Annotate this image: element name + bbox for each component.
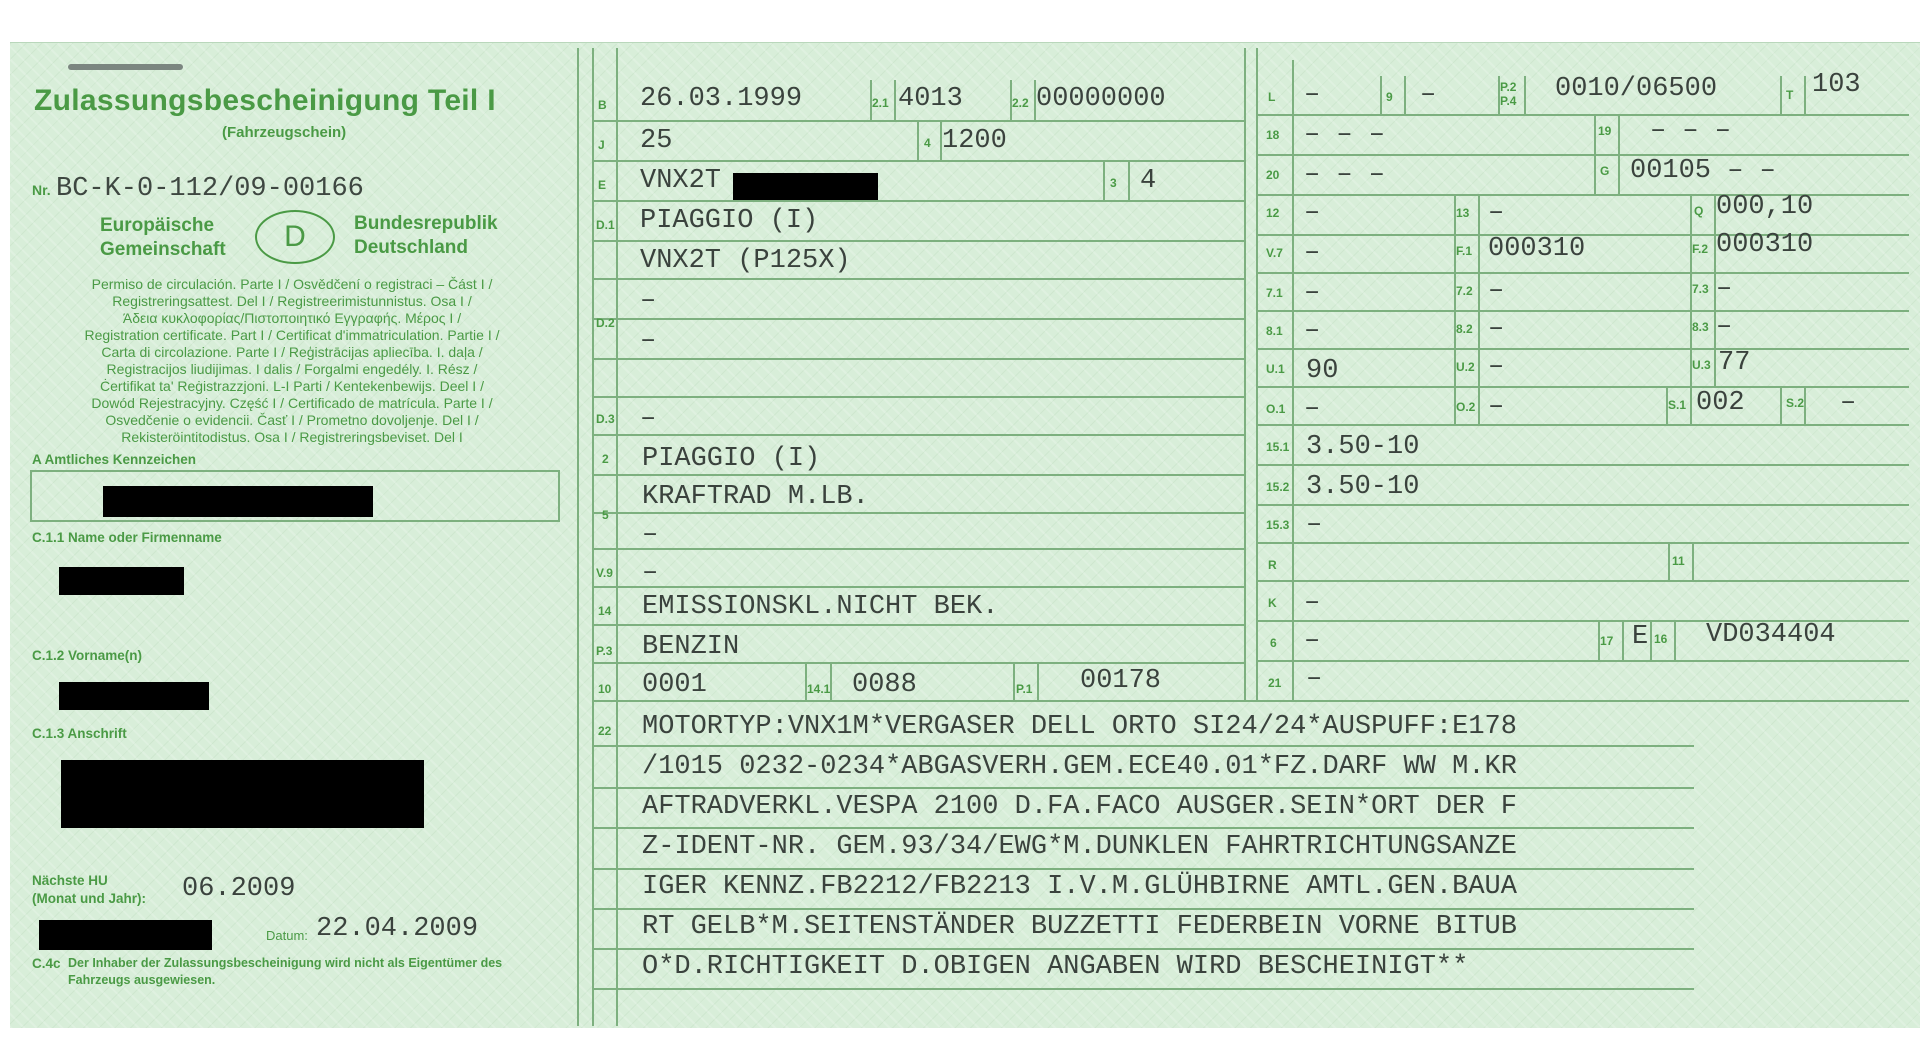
field-8-3: –	[1716, 312, 1733, 342]
field-19: – – –	[1650, 116, 1732, 146]
tag-7-3: 7.3	[1692, 282, 1709, 296]
tag-17: 17	[1600, 634, 1614, 648]
remark-line-1: MOTORTYP:VNX1M*VERGASER DELL ORTO SI24/24*AUSPUFF:E178	[642, 712, 1517, 742]
field-p3: BENZIN	[642, 632, 740, 662]
field-s2: –	[1840, 388, 1857, 418]
tag-9: 9	[1386, 90, 1393, 104]
datum-label: Datum:	[266, 928, 308, 943]
field-f2: 000310	[1716, 230, 1814, 260]
field-16: VD034404	[1706, 620, 1836, 650]
tag-10: 10	[598, 682, 612, 696]
field-b: 26.03.1999	[640, 84, 803, 114]
tag-11: 11	[1672, 554, 1685, 568]
field-u2: –	[1488, 352, 1505, 382]
tag-19: 19	[1598, 124, 1612, 138]
tag-d3: D.3	[596, 412, 615, 426]
tag-u2: U.2	[1456, 360, 1475, 374]
tag-s1: S.1	[1668, 398, 1687, 412]
tag-v7: V.7	[1266, 246, 1283, 260]
tag-d2: D.2	[596, 316, 615, 330]
field-j: 25	[640, 126, 673, 156]
field-v7: –	[1304, 238, 1321, 268]
field-t: 103	[1812, 70, 1861, 100]
tag-8-1: 8.1	[1266, 324, 1283, 338]
tag-2-2: 2.2	[1012, 96, 1029, 110]
tag-f1: F.1	[1456, 244, 1473, 258]
field-20: – – –	[1304, 160, 1386, 190]
tag-4: 4	[924, 136, 931, 150]
redacted-address	[61, 760, 424, 828]
field-e: VNX2T	[640, 166, 722, 196]
tag-14: 14	[598, 604, 612, 618]
remark-line-6: RT GELB*M.SEITENSTÄNDER BUZZETTI FEDERBEIN VORNE BITUB	[642, 912, 1517, 942]
right-tag-column-line	[1292, 60, 1294, 700]
field-k: –	[1304, 588, 1321, 618]
hu-value: 06.2009	[182, 874, 296, 904]
document-number: BC-K-0-112/09-00166	[56, 174, 364, 204]
tag-18: 18	[1266, 128, 1280, 142]
tag-21: 21	[1268, 676, 1282, 690]
tag-u1: U.1	[1266, 362, 1285, 376]
field-3: 4	[1140, 166, 1157, 196]
field-7-1: –	[1304, 278, 1321, 308]
c4c-text: Der Inhaber der Zulassungsbescheinigung wird nicht als Eigentümer des Fahrzeugs ausgewiesen.	[68, 956, 503, 987]
field-13: –	[1488, 198, 1505, 228]
field-8-1: –	[1304, 316, 1321, 346]
field-q: 000,10	[1716, 192, 1814, 222]
tag-p2: P.2	[1500, 80, 1517, 94]
field-f1: 000310	[1488, 234, 1586, 264]
tag-s2: S.2	[1786, 396, 1805, 410]
hu-label: Nächste HU (Monat und Jahr):	[32, 873, 146, 906]
tag-t: T	[1786, 88, 1794, 102]
tag-g: G	[1600, 164, 1610, 178]
tag-j: J	[598, 138, 605, 152]
tag-3: 3	[1110, 176, 1117, 190]
mid-right-border	[1244, 48, 1246, 700]
field-d3: –	[640, 404, 657, 434]
tag-p3: P.3	[596, 644, 613, 658]
panel-divider-left-2	[592, 48, 594, 1026]
plate-label: A Amtliches Kennzeichen	[32, 452, 197, 467]
tag-20: 20	[1266, 168, 1280, 182]
remark-line-5: IGER KENNZ.FB2212/FB2213 I.V.M.GLÜHBIRNE AMTL.GEN.BAUA	[642, 872, 1517, 902]
tag-15-2: 15.2	[1266, 480, 1290, 494]
field-p1: 00178	[1080, 666, 1162, 696]
field-g: 00105 – –	[1630, 156, 1776, 186]
tag-e: E	[598, 178, 607, 192]
tag-k: K	[1268, 596, 1277, 610]
datum-value: 22.04.2009	[316, 914, 479, 944]
firstname-label: C.1.2 Vorname(n)	[32, 648, 143, 663]
remark-line-2: /1015 0232-0234*ABGASVERH.GEM.ECE40.01*FZ.DARF WW M.KR	[642, 752, 1517, 782]
tag-b: B	[598, 98, 607, 112]
field-9: –	[1420, 80, 1437, 110]
panel-divider-left	[577, 48, 579, 1026]
field-4: 1200	[942, 126, 1007, 156]
field-17: E	[1632, 622, 1649, 652]
field-15-3: –	[1306, 510, 1323, 540]
name-label: C.1.1 Name oder Firmenname	[32, 530, 222, 545]
staple	[68, 64, 183, 70]
tag-2: 2	[602, 452, 609, 466]
field-14: EMISSIONSKL.NICHT BEK.	[642, 592, 999, 622]
tag-o1: O.1	[1266, 402, 1286, 416]
tag-13: 13	[1456, 206, 1470, 220]
field-d2a: –	[640, 286, 657, 316]
field-10: 0001	[642, 670, 707, 700]
field-2-2: 00000000	[1036, 84, 1166, 114]
tag-8-2: 8.2	[1456, 322, 1473, 336]
mid-tag-column-line	[616, 48, 618, 1026]
tag-d1: D.1	[596, 218, 615, 232]
redacted-firstname	[59, 682, 209, 710]
tag-15-3: 15.3	[1266, 518, 1290, 532]
tag-12: 12	[1266, 206, 1280, 220]
remark-line-3: AFTRADVERKL.VESPA 2100 D.FA.FACO AUSGER.SEIN*ORT DER F	[642, 792, 1517, 822]
field-v9: –	[642, 558, 659, 588]
tag-l: L	[1268, 90, 1276, 104]
tag-6: 6	[1270, 636, 1277, 650]
field-u3: 77	[1718, 348, 1751, 378]
field-21: –	[1306, 664, 1323, 694]
field-5b: –	[642, 520, 659, 550]
tag-u3: U.3	[1692, 358, 1711, 372]
redacted-plate	[103, 486, 373, 517]
field-o2: –	[1488, 392, 1505, 422]
field-s1: 002	[1696, 388, 1745, 418]
tag-o2: O.2	[1456, 400, 1476, 414]
field-u1: 90	[1306, 356, 1339, 386]
tag-2-1: 2.1	[872, 96, 889, 110]
address-label: C.1.3 Anschrift	[32, 726, 127, 741]
field-l: –	[1304, 80, 1321, 110]
right-left-border	[1256, 48, 1258, 700]
tag-q: Q	[1694, 204, 1704, 218]
field-p2-p4: 0010/06500	[1555, 74, 1718, 104]
tag-v9: V.9	[596, 566, 613, 580]
field-d1: PIAGGIO (I)	[640, 206, 819, 236]
tag-15-1: 15.1	[1266, 440, 1290, 454]
tag-r: R	[1268, 558, 1277, 572]
field-12: –	[1304, 198, 1321, 228]
field-6: –	[1304, 626, 1321, 656]
field-d2b: –	[640, 326, 657, 356]
field-14-1: 0088	[852, 670, 917, 700]
document-subtitle: (Fahrzeugschein)	[222, 124, 347, 141]
de-label: Bundesrepublik Deutschland	[354, 213, 498, 258]
c4c-label: C.4c	[32, 956, 61, 971]
field-o1: –	[1304, 394, 1321, 424]
tag-p4: P.4	[1500, 94, 1517, 108]
redacted-name	[59, 567, 184, 595]
field-2: PIAGGIO (I)	[642, 444, 821, 474]
tag-7-1: 7.1	[1266, 286, 1283, 300]
field-18: – – –	[1304, 120, 1386, 150]
multilingual-titles: Permiso de circulación. Parte I / Osvědčení o registraci – Část I / Registreringsattest. Del I / Registreerimistunnistus. Osa I / Άδεια κυκλοφορίας/Πιστοποιητικό Εγγραφής. Μέρος I / Registration certificate. Part I / Certificat d'immatriculation. Partie I / Carta di circolazione. Parte I / Reģistrācijas apliecība. I. daļa / Registracijos liudijimas. I dalis / Forgalmi engedély. I. Rész / Ċertifikat ta' Reġistrazzjoni. L-I Parti / Kentekenbewijs. Deel I / Dowód Rejestracyjny. Część I / Certificado de matrícula. Parte I / Osvedčenie o evidencii. Časť I / Prometno dovoljenje. Del I / Rekisteröintitodistus. Osa I / Registreringsbeviset. Del I	[84, 276, 500, 445]
field-7-2: –	[1488, 276, 1505, 306]
field-7-3: –	[1716, 274, 1733, 304]
tag-7-2: 7.2	[1456, 284, 1473, 298]
nr-label: Nr.	[32, 182, 51, 198]
country-oval: D	[255, 210, 335, 264]
eu-label: Europäische Gemeinschaft	[100, 215, 226, 260]
tag-22: 22	[598, 724, 612, 738]
field-15-2: 3.50-10	[1306, 472, 1420, 502]
tag-5: 5	[602, 508, 609, 522]
field-2-1: 4013	[898, 84, 963, 114]
redacted-vin	[733, 173, 878, 200]
field-8-2: –	[1488, 314, 1505, 344]
tag-16: 16	[1654, 632, 1668, 646]
remark-line-7: O*D.RICHTIGKEIT D.OBIGEN ANGABEN WIRD BESCHEINIGT**	[642, 952, 1469, 982]
field-d1b: VNX2T (P125X)	[640, 246, 851, 276]
field-15-1: 3.50-10	[1306, 432, 1420, 462]
field-5a: KRAFTRAD M.LB.	[642, 482, 869, 512]
redacted-issuer	[39, 920, 212, 950]
document-title: Zulassungsbescheinigung Teil I	[34, 84, 496, 117]
tag-f2: F.2	[1692, 242, 1709, 256]
tag-p1: P.1	[1016, 682, 1033, 696]
remark-line-4: Z-IDENT-NR. GEM.93/34/EWG*M.DUNKLEN FAHRTRICHTUNGSANZE	[642, 832, 1517, 862]
tag-8-3: 8.3	[1692, 320, 1709, 334]
tag-14-1: 14.1	[807, 682, 831, 696]
